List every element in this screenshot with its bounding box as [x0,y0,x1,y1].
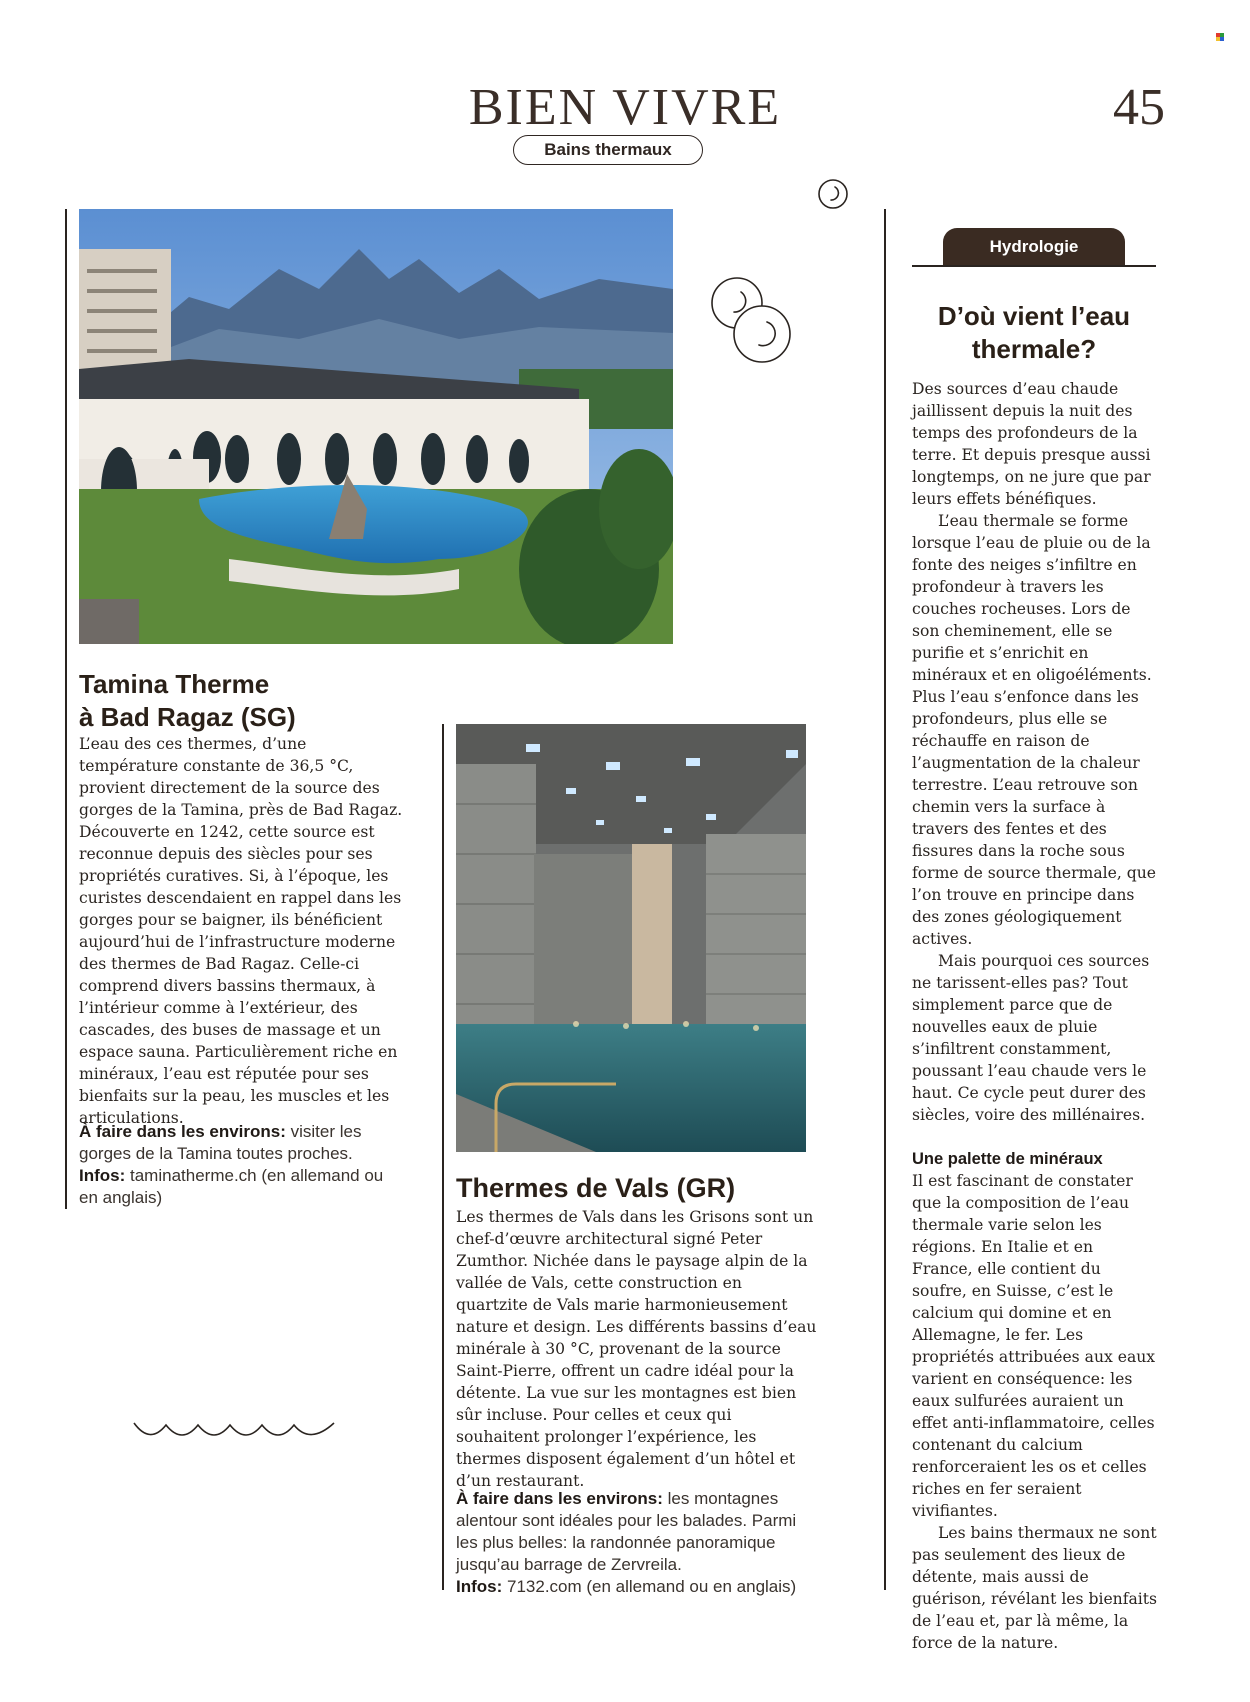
tamina-info-link[interactable]: taminatherme.ch (en allemand ou en anglais) [79,1166,384,1207]
column-rule-left [65,209,67,1209]
tamina-body-paragraph: L’eau des ces thermes, d’une température constante de 36,5 °C, provient directement de la source des gorges de la Tamina, près de Bad Ragaz. Découverte en 1242, cette source est reconnue depuis des siècles pour ses propriétés curatives. Si, à l’époque, les curistes descendaient en rappel dans les gorges pour se baigner, ils bénéficient aujourd’hui de l’infrastructure moderne des thermes de Bad Ragaz. Celle-ci comprend divers bassins thermaux, à l’intérieur comme à l’extérieur, des cascades, des buses de massage et un espace sauna. Particulièrement riche en minéraux, l’eau est réputée pour ses bienfaits sur la peau, les muscles et les articulations. [79,735,403,1127]
column-rule-middle [442,724,444,1590]
section-tag: Bains thermaux [513,135,703,165]
page-number: 45 [1113,79,1165,136]
column-rule-right [884,209,886,1590]
sidebar-paragraph-5: Les bains thermaux ne sont pas seulement des lieux de détente, mais aussi de guérison, révélant les bienfaits de l’eau et, par là même, la force de la nature. [912,1524,1158,1652]
sidebar-paragraph-1: Des sources d’eau chaude jaillissent depuis la nuit des temps des profondeurs de la terre. Et depuis presque aussi longtemps, on ne jure que par leurs effets bénéfiques. [912,380,1151,508]
hydrology-tab: Hydrologie [943,228,1125,266]
registration-mark [1216,33,1224,41]
vals-nearby-text: les montagnes alentour sont idéales pour les balades. Parmi les plus belles: la randonnée panoramique jusqu’au barrage de Zervreila. [456,1489,797,1574]
sidebar-paragraph-2: L’eau thermale se forme lorsque l’eau de pluie ou de la fonte des neiges s’infiltre en profondeur à travers les couches rocheuses. Lors de son cheminement, elle se purifie et s’enrichit en minéraux et en oligoéléments. Plus l’eau s’enfonce dans les profondeurs, plus elle se réchauffe en raison de l’augmentation de la chaleur terrestre. L’eau retrouve son chemin vers la surface à travers des fentes et des fissures dans la roche sous forme de source thermale, que l’on trouve en principe dans des zones géologiquement actives. [912,512,1157,948]
sidebar-title-line2: thermale? [971,334,1097,364]
tamina-nearby-label: À faire dans les environs: [79,1122,286,1141]
sidebar-top-rule [912,265,1156,267]
vals-body [456,1206,818,1492]
vals-info-link[interactable]: 7132.com (en allemand ou en anglais) [502,1577,797,1596]
tamina-body [79,733,409,1129]
wave-decoration-icon [132,1419,336,1441]
sidebar-paragraph-3: Mais pourquoi ces sources ne tarissent-elles pas? Tout simplement parce que de nouvelles eaux de pluie s’infiltrent constamment, poussant l’eau chaude vers le haut. Ce cycle peut durer des siècles, voire des millénaires. [912,952,1150,1124]
sidebar-title [912,300,1156,366]
sidebar-body [912,378,1158,1654]
tamina-therme-photo [79,209,673,644]
vals-nearby-label: À faire dans les environs: [456,1489,663,1508]
sidebar-title-line1: D’où vient l’eau [937,301,1131,331]
vals-info-block [456,1488,812,1598]
tamina-info-label: Infos: [79,1166,126,1185]
tamina-nearby-text: visiter les gorges de la Tamina toutes proches. [79,1122,362,1163]
vals-info-label: Infos: [456,1577,503,1596]
tamina-info-block [79,1121,399,1209]
section-title: BIEN VIVRE [468,79,782,136]
vals-title: Thermes de Vals (GR) [456,1173,736,1203]
vals-body-paragraph: Les thermes de Vals dans les Grisons sont un chef-d’œuvre architectural signé Peter Zumthor. Nichée dans le paysage alpin de la vallée de Vals, cette construction en quartzite de Vals marie harmonieusement nature et design. Les différents bassins d’eau minérale à 30 °C, provenant de la source Saint-Pierre, offrent un cadre idéal pour la détente. La vue sur les montagnes est bien sûr incluse. Pour celles et ceux qui souhaitent prolonger l’expérience, les thermes disposent également d’un hôtel et d’un restaurant. [456,1208,817,1490]
bubble-icon-small [817,178,849,210]
tamina-title-line1: Tamina Therme [79,669,270,699]
sidebar-paragraph-4: Il est fascinant de constater que la composition de l’eau thermale varie selon les régions. En Italie et en France, elle contient du soufre, en Suisse, c’est le calcium qui domine et en Allemagne, le fer. Les propriétés attribuées aux eaux varient en conséquence: les eaux sulfurées auraient un effet anti-inflammatoire, celles contenant du calcium renforceraient les os et celles riches en fer seraient vivifiantes. [912,1172,1156,1520]
sidebar-subhead: Une palette de minéraux [912,1150,1103,1168]
vals-therme-photo [456,724,806,1152]
tamina-title [79,668,296,734]
bubbles-icon [710,276,792,368]
tamina-title-line2: à Bad Ragaz (SG) [79,702,296,732]
